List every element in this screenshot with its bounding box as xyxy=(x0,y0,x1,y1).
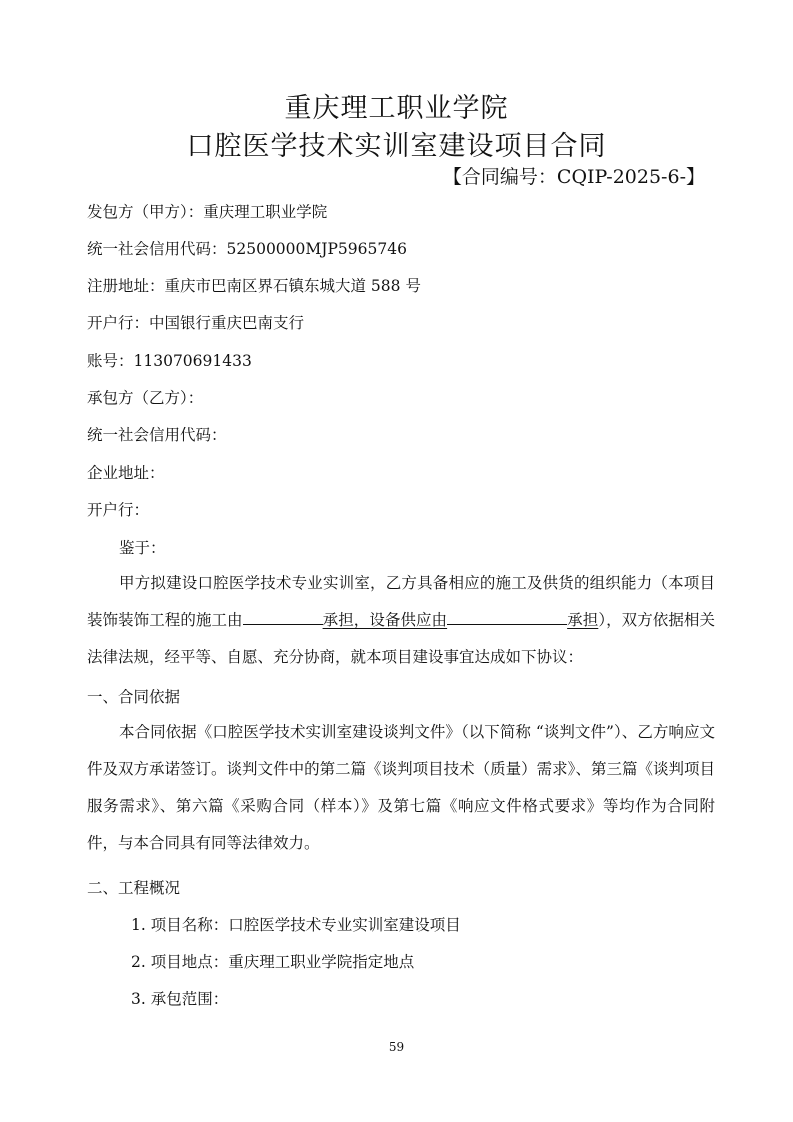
party-b-credit-code: 统一社会信用代码： xyxy=(87,426,227,444)
preamble-text-1: 甲方拟建设口腔医学技术专业实训室，乙方具备相应的施工及供货的组织能力（本项目装饰装饰工程的施工由 xyxy=(87,574,715,629)
party-b-bank: 开户行： xyxy=(87,501,150,519)
section-1-body: 本合同依据《口腔医学技术实训室建设谈判文件》（以下简称 “谈判文件”）、乙方响应文件及双方承诺签订。谈判文件中的第二篇《谈判项目技术（质量）需求》、第三篇《谈判项目服务需求》、第六篇《采购合同（样本）》及第七篇《响应文件格式要求》等均作为合同附件，与本合同具有同等法律效力。 xyxy=(87,723,715,852)
party-a-account: 账号：113070691433 xyxy=(87,352,252,370)
section-2-heading: 二、工程概况 xyxy=(87,879,181,897)
party-a-credit-code: 统一社会信用代码：52500000MJP5965746 xyxy=(87,240,407,258)
document-subtitle: 口腔医学技术实训室建设项目合同 xyxy=(186,131,607,162)
party-a-address: 注册地址：重庆市巴南区界石镇东城大道 588 号 xyxy=(87,277,421,295)
preamble-text-4: ），双方依据相关法律法规，经平等、自愿、充分协商，就本项目建设事宜达成如下协议： xyxy=(87,611,715,666)
page-number: 59 xyxy=(388,1040,405,1054)
construction-party-blank xyxy=(243,606,323,625)
list-item: 1. 项目名称：口腔医学技术专业实训室建设项目 xyxy=(131,916,461,934)
preamble-paragraph xyxy=(87,565,715,676)
party-b-address: 企业地址： xyxy=(87,464,165,482)
section-1-heading: 一、合同依据 xyxy=(87,688,181,706)
whereas-label: 鉴于： xyxy=(119,539,166,557)
list-item: 3. 承包范围： xyxy=(131,990,229,1008)
list-item: 2. 项目地点：重庆理工职业学院指定地点 xyxy=(131,953,415,971)
equipment-supplier-blank xyxy=(447,606,567,625)
preamble-text-2: 承担，设备供应由 xyxy=(322,611,448,629)
party-a-bank: 开户行：中国银行重庆巴南支行 xyxy=(87,314,305,332)
preamble-text-3: 承担 xyxy=(567,611,599,629)
contract-number: 【合同编号：CQIP-2025-6-】 xyxy=(442,166,705,188)
party-a-name: 发包方（甲方）：重庆理工职业学院 xyxy=(87,203,328,221)
document-title: 重庆理工职业学院 xyxy=(284,93,509,124)
party-b-name: 承包方（乙方）： xyxy=(87,389,204,407)
